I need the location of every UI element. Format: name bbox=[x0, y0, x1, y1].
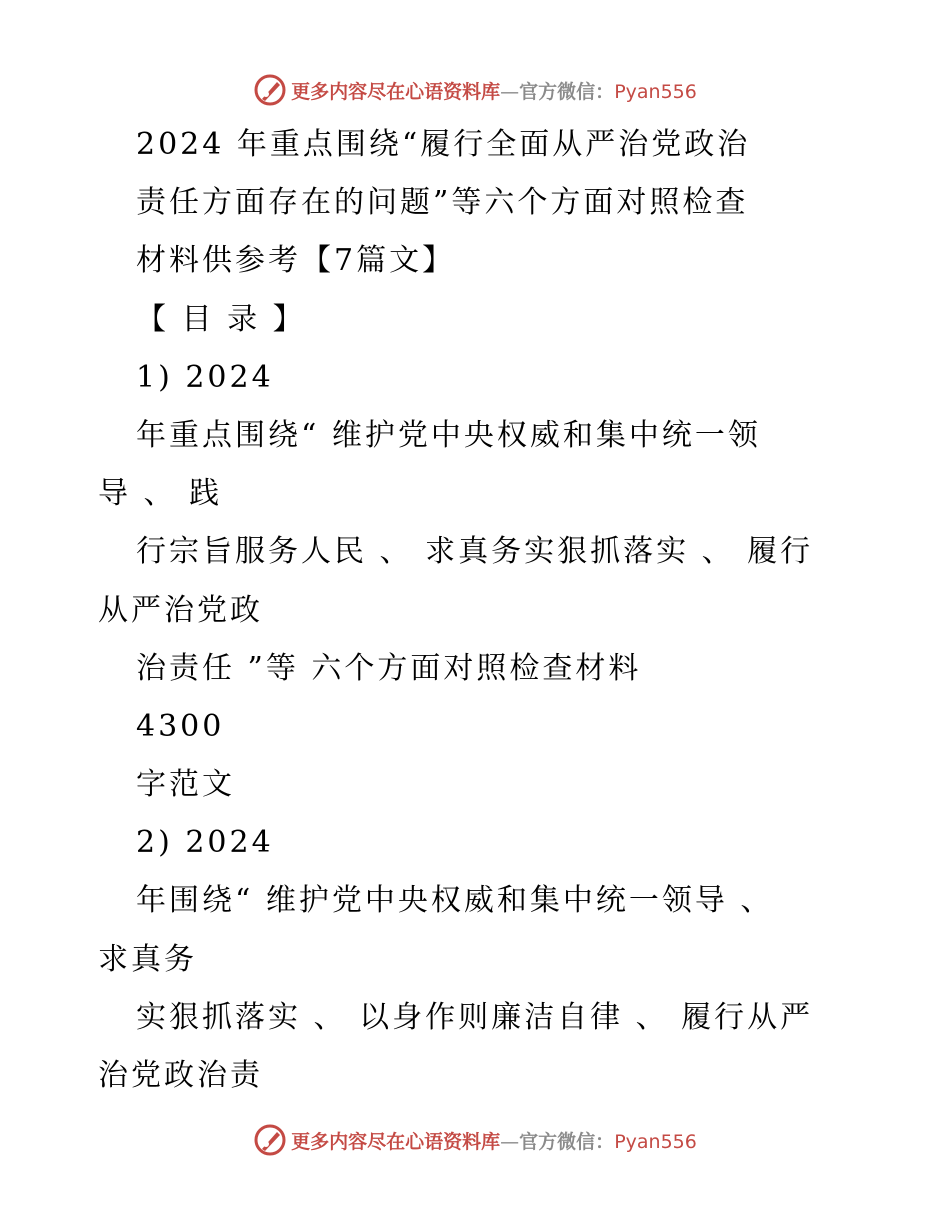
text-line: 治责任 ”等 六个方面对照检查材料 bbox=[136, 650, 642, 686]
text-line: 【 目 录 】 bbox=[136, 301, 306, 337]
text-line: 实狠抓落实 、 以身作则廉洁自律 、 履行从严 bbox=[136, 999, 814, 1035]
watermark-separator: — bbox=[500, 80, 520, 103]
watermark-wechat-label: 官方微信： bbox=[519, 1130, 615, 1153]
text-line: 从严治党政 bbox=[98, 592, 263, 628]
header-watermark bbox=[0, 70, 950, 110]
pen-seal-logo-icon bbox=[253, 1123, 287, 1157]
text-line: 2) 2024 bbox=[136, 825, 274, 861]
text-line: 材料供参考【7篇文】 bbox=[136, 243, 456, 279]
watermark-wechat-label: 官方微信： bbox=[519, 80, 615, 103]
text-line: 字范文 bbox=[136, 767, 235, 803]
text-line: 治党政治责 bbox=[98, 1058, 263, 1093]
pen-seal-logo-icon bbox=[253, 73, 287, 107]
watermark-wechat-id: Pyan556 bbox=[614, 1130, 697, 1153]
document-body bbox=[98, 116, 878, 1105]
text-line: 行宗旨服务人民 、 求真务实狠抓落实 、 履行 bbox=[136, 534, 814, 570]
text-line: 导 、 践 bbox=[98, 476, 223, 512]
watermark-title: 更多内容尽在心语资料库 bbox=[291, 1130, 501, 1153]
text-line: 求真务 bbox=[98, 941, 197, 977]
text-line: 年围绕“ 维护党中央权威和集中统一领导 、 bbox=[136, 883, 774, 919]
text-line: 1) 2024 bbox=[136, 359, 274, 395]
text-line: 责任方面存在的问题”等六个方面对照检查 bbox=[136, 185, 749, 221]
watermark-title: 更多内容尽在心语资料库 bbox=[291, 80, 501, 103]
watermark-separator: — bbox=[500, 1130, 520, 1153]
text-line: 年重点围绕“ 维护党中央权威和集中统一领 bbox=[136, 417, 761, 453]
text-line: 2024 年重点围绕“履行全面从严治党政治 bbox=[136, 127, 751, 162]
footer-watermark bbox=[0, 1120, 950, 1160]
watermark-wechat-id: Pyan556 bbox=[614, 80, 697, 103]
text-line: 4300 bbox=[136, 708, 225, 744]
